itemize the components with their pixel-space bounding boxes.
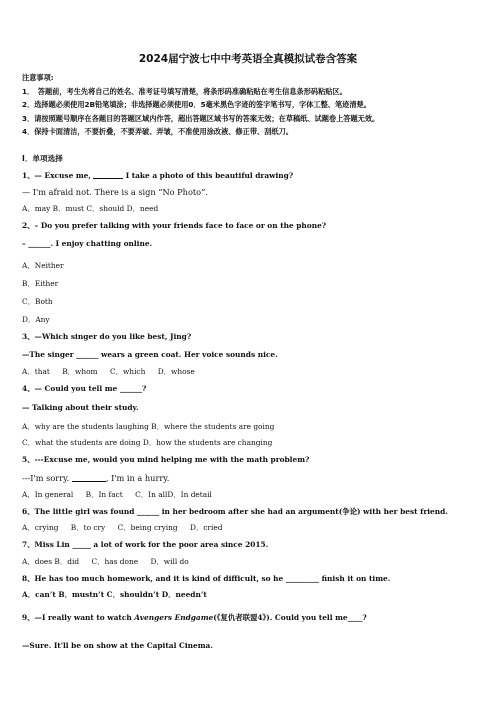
question-number: 3、 xyxy=(22,332,35,341)
option-d: D．will do xyxy=(150,557,189,566)
notice-4: 4．保持卡面清洁，不要折叠，不要弄破、弄皱，不准使用涂改液、修正带、刮纸刀。 xyxy=(22,127,293,136)
option-d: D．cried xyxy=(190,523,223,532)
question-text: I take a photo of this beautiful drawing? xyxy=(125,171,294,180)
question-1 xyxy=(22,171,293,181)
question-6 xyxy=(22,508,448,517)
option-b: B．In fact xyxy=(85,490,123,499)
notice-2: 2．选择题必须使用2B铅笔填涂；非选择题必须使用0．5毫米黑色字迹的签字笔书写，字体工整、笔迹清楚。 xyxy=(22,100,371,109)
question-text: He has too much homework, and it is kind of difficult, so he _________ finish it on time. xyxy=(34,574,391,583)
notice-1: 1． 答题前，考生先将自己的姓名、准考证号填写清楚，将条形码准确粘贴在考生信息条形码粘贴区。 xyxy=(22,87,347,96)
option-c: C．being crying xyxy=(117,523,178,532)
dialog-text: ---I'm sorry. xyxy=(22,473,70,483)
question-text: ---Excuse me, would you mind helping me with the math problem? xyxy=(34,455,310,464)
section-heading: Ⅰ．单项选择 xyxy=(22,154,63,163)
answer-blank xyxy=(72,474,106,482)
question-5 xyxy=(22,456,309,465)
question-3-options xyxy=(22,368,205,377)
question-text: —Which singer do you like best, Jing? xyxy=(34,332,192,341)
dialog-text: , I'm in a hurry. xyxy=(105,473,170,483)
question-8-options: A．can’t B．mustn’t C．shouldn’t D．needn’t xyxy=(22,590,207,599)
question-text: — Excuse me, xyxy=(34,171,91,180)
question-3 xyxy=(22,333,191,342)
question-9 xyxy=(22,614,367,623)
question-number: 2、 xyxy=(22,221,35,230)
film-title: Avengers Endgame xyxy=(134,613,214,622)
question-2-option-a: A．Neither xyxy=(22,261,64,270)
question-number: 5、 xyxy=(22,455,35,464)
question-4-options-cd: C．what the students are doing D．how the students are changing xyxy=(22,438,273,447)
question-text: — Could you tell me ______? xyxy=(34,384,147,393)
option-a: A．crying xyxy=(22,523,59,532)
question-2-option-d: D．Any xyxy=(22,315,50,324)
question-text: – Do you prefer talking with your friends face to face or on the phone? xyxy=(34,221,327,230)
question-number: 7、 xyxy=(22,540,35,549)
option-b: B．to cry xyxy=(70,523,106,532)
question-number: 4、 xyxy=(22,384,35,393)
notice-3: 3．请按照题号顺序在各题目的答题区域内作答，超出答题区域书写的答案无效；在草稿纸、试题卷上答题无效。 xyxy=(22,114,380,123)
question-text: Miss Lin _____ a lot of work for the poor area since 2015. xyxy=(34,540,269,549)
question-2-option-b: B．Either xyxy=(22,279,59,288)
answer-blank xyxy=(93,171,123,179)
option-a: A．In general xyxy=(22,490,74,499)
question-1-dialog: — I'm afraid not. There is a sign “No Photo”. xyxy=(22,187,208,197)
question-7 xyxy=(22,541,268,550)
question-4-options-ab: A．why are the students laughing B．where the students are going xyxy=(22,422,275,431)
option-ab: A．does B．did xyxy=(22,557,80,566)
question-4 xyxy=(22,385,146,394)
question-5-options xyxy=(22,491,222,500)
question-8 xyxy=(22,575,390,584)
question-9-dialog: —Sure. It'll be on show at the Capital Cinema. xyxy=(22,641,213,650)
question-text: . Could you tell me____? xyxy=(269,613,367,622)
page-title: 2024届宁波七中中考英语全真模拟试卷含答案 xyxy=(138,53,358,65)
question-5-dialog xyxy=(22,474,169,483)
question-number: 1、 xyxy=(22,171,35,180)
question-4-dialog: — Talking about their study. xyxy=(22,403,139,412)
notice-heading: 注意事项: xyxy=(22,73,54,82)
question-number: 6、 xyxy=(22,507,35,516)
option-a: A．that xyxy=(22,367,50,376)
question-2 xyxy=(22,222,326,231)
question-3-dialog: —The singer ______ wears a green coat. Her voice sounds nice. xyxy=(22,350,278,359)
question-6-options xyxy=(22,524,233,533)
question-number: 8、 xyxy=(22,574,35,583)
question-1-options: A．may B．must C．should D．need xyxy=(22,204,159,213)
option-cd: C．In allD．In detail xyxy=(135,490,212,499)
option-c: C．which xyxy=(109,367,146,376)
question-number: 9、 xyxy=(22,613,35,622)
question-7-options xyxy=(22,558,199,567)
question-text: —I really want to watch xyxy=(34,613,135,622)
question-2-option-c: C．Both xyxy=(22,297,53,306)
option-d: D．whose xyxy=(157,367,195,376)
option-c: C．has done xyxy=(91,557,139,566)
question-text: The little girl was found ______ in her bedroom after she had an argument(争论) with her best friend. xyxy=(34,507,448,516)
option-b: B．whom xyxy=(62,367,98,376)
question-2-dialog: – ______. I enjoy chatting online. xyxy=(22,239,153,248)
film-title-chinese: (《复仇者联盟4》) xyxy=(213,613,270,622)
